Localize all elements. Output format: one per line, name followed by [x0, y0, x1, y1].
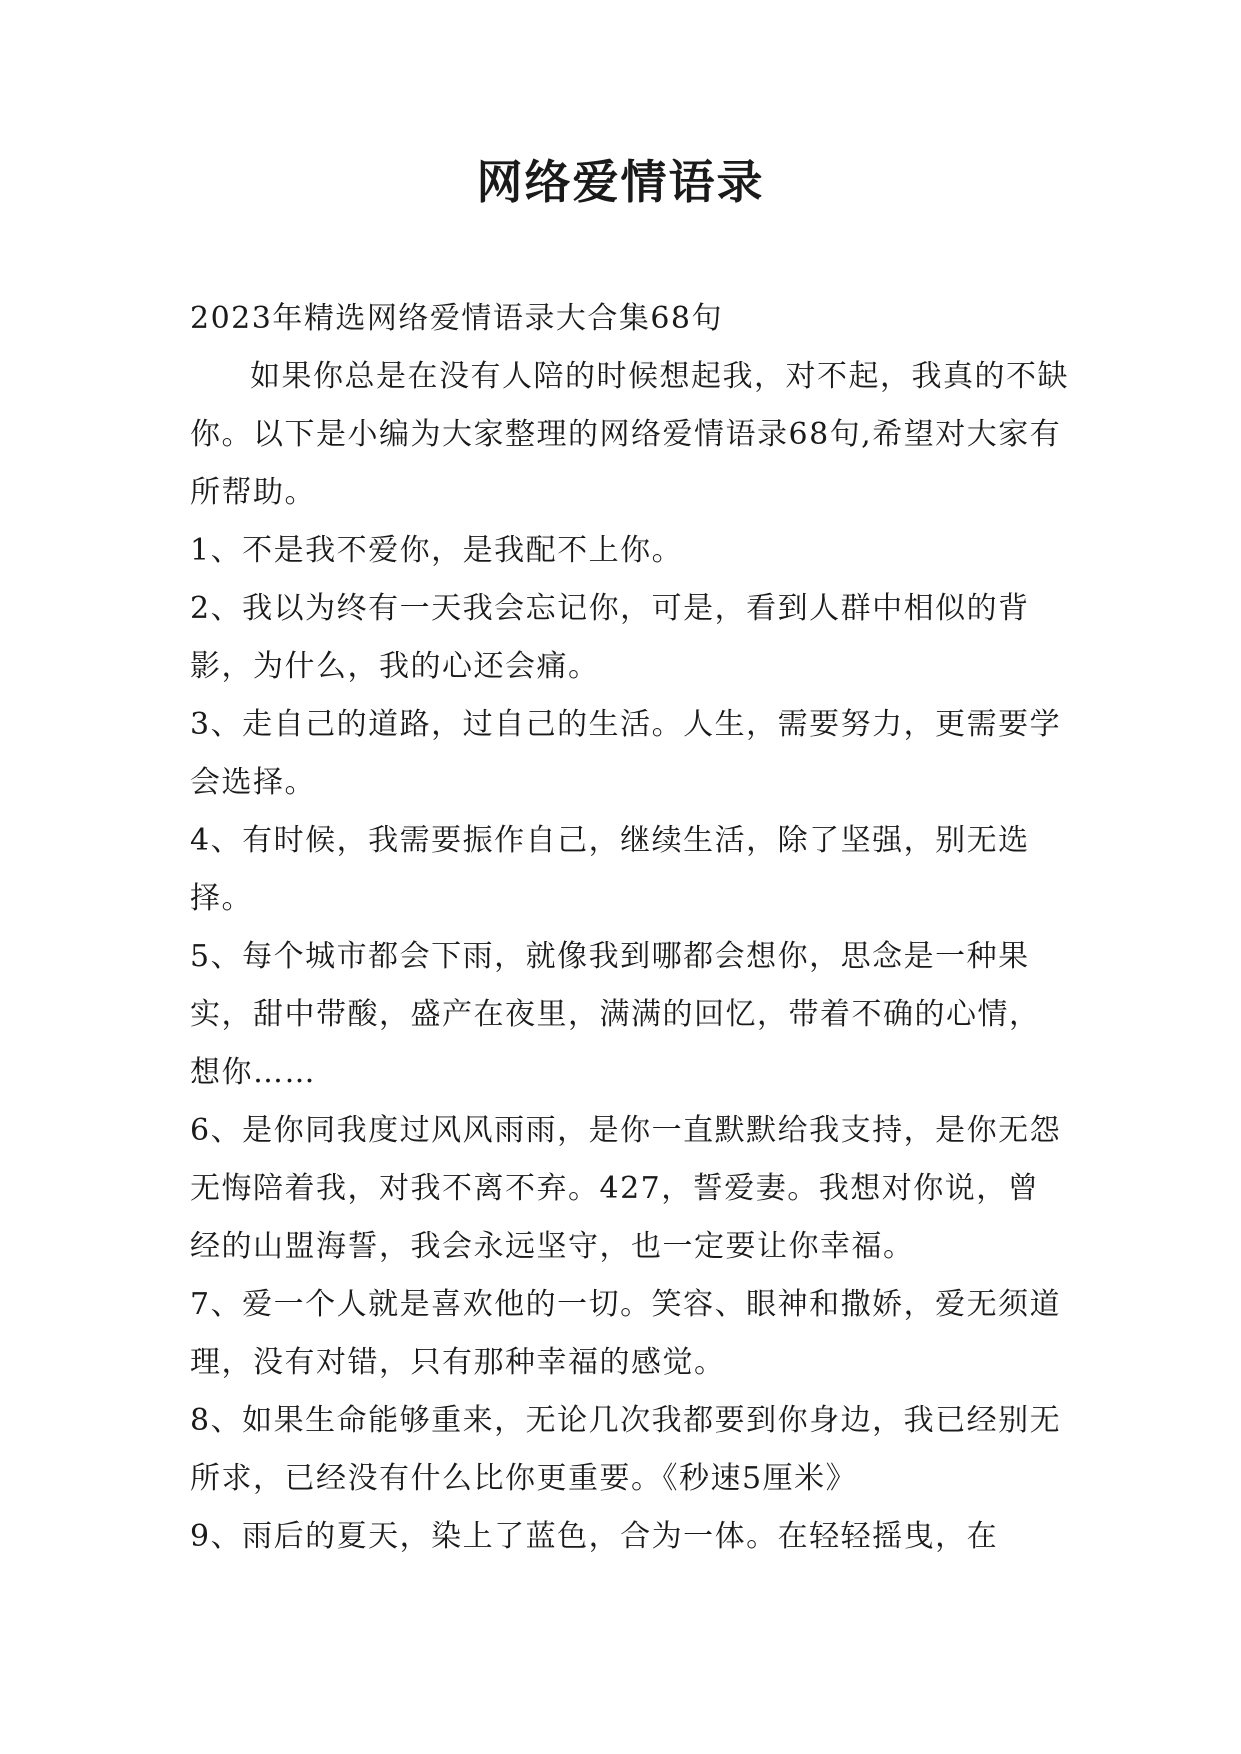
quote-item-7: 7、爱一个人就是喜欢他的一切。笑容、眼神和撒娇，爱无须道理，没有对错，只有那种幸福的感觉。 [190, 1287, 1062, 1380]
quote-item-1: 1、不是我不爱你，是我配不上你。 [190, 533, 684, 568]
quote-item-3: 3、走自己的道路，过自己的生活。人生，需要努力，更需要学会选择。 [190, 707, 1062, 800]
quote-item-5: 5、每个城市都会下雨，就像我到哪都会想你，思念是一种果实，甜中带酸，盛产在夜里，满满的回忆，带着不确的心情，想你…… [190, 939, 1041, 1090]
quote-item-9: 9、雨后的夏天，染上了蓝色，合为一体。在轻轻摇曳，在 [190, 1519, 999, 1554]
quote-item-4: 4、有时候，我需要振作自己，继续生活，除了坚强，别无选择。 [190, 823, 1030, 916]
intro-paragraph: 如果你总是在没有人陪的时候想起我，对不起，我真的不缺你。以下是小编为大家整理的网络爱情语录68句,希望对大家有所帮助。 [190, 359, 1069, 510]
document-subtitle: 2023年精选网络爱情语录大合集68句 [190, 301, 724, 336]
document-title: 网络爱情语录 [476, 155, 765, 209]
quote-item-8: 8、如果生命能够重来，无论几次我都要到你身边，我已经别无所求，已经没有什么比你更重要。《秒速5厘米》 [190, 1403, 1062, 1496]
quote-item-2: 2、我以为终有一天我会忘记你，可是，看到人群中相似的背影，为什么，我的心还会痛。 [190, 591, 1030, 684]
quote-item-6: 6、是你同我度过风风雨雨，是你一直默默给我支持，是你无怨无悔陪着我，对我不离不弃。427，誓爱妻。我想对你说，曾经的山盟海誓，我会永远坚守，也一定要让你幸福。 [190, 1113, 1062, 1264]
document-body [190, 290, 1070, 1566]
